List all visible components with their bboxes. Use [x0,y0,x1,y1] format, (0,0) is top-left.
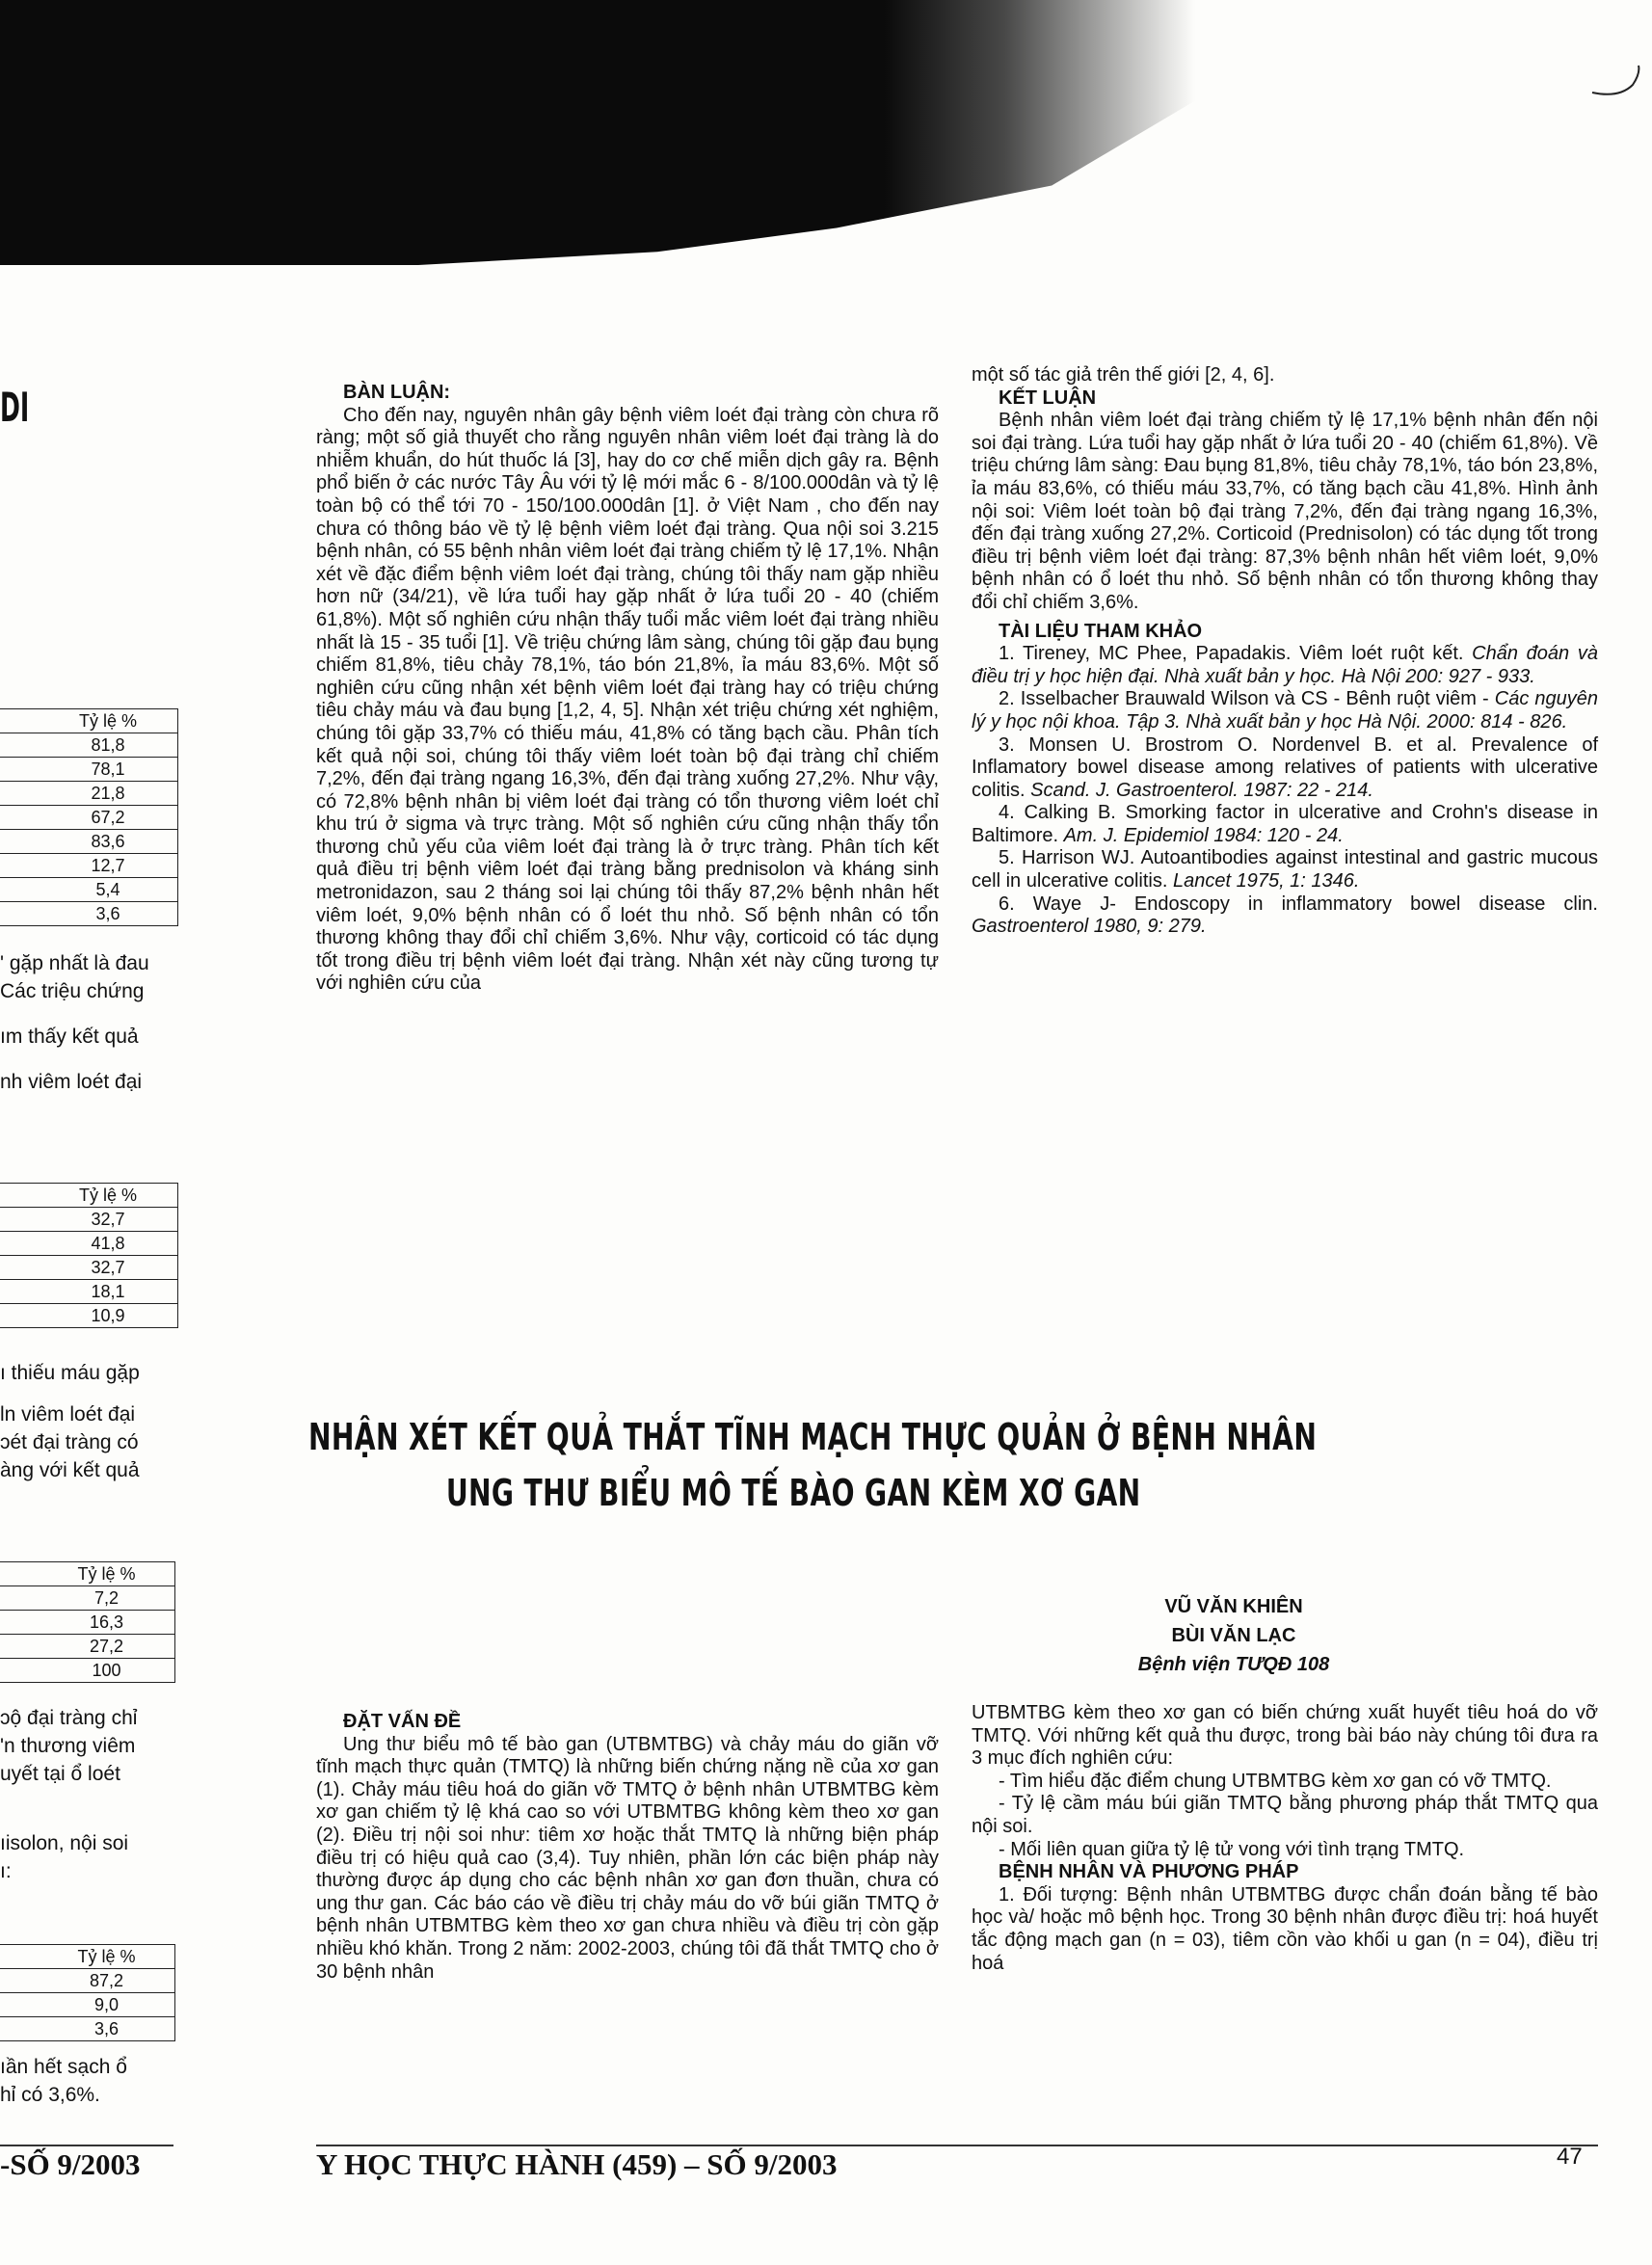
table-value-cell: 3,6 [39,2017,175,2041]
fragment-line: 'n thương viêm [0,1735,136,1757]
table-value-cell: 83,6 [39,830,178,854]
table-cell-cropped [0,1232,39,1256]
left-fragment-d [0,1829,183,1885]
table-row [0,854,178,878]
reference-source: Chẩn đoán và điều trị y học hiện đại. Nhà xuất bản y học. Hà Nội 200: 927 - 933. [972,643,1598,687]
table-cell-cropped [0,830,39,854]
table-header-cell: Tỷ lệ % [39,709,178,733]
reference-item [972,643,1598,688]
table-row [0,782,178,806]
fragment-line: ɔộ đại tràng chỉ [0,1707,138,1729]
table-cell-cropped [0,854,39,878]
author-institution: Bệnh viện TƯQĐ 108 [1137,1654,1330,1675]
table-cell-cropped [0,782,39,806]
curl-mark [1590,60,1648,98]
fragment-line: nh viêm loét đại [0,1071,143,1093]
table-row [0,1635,175,1659]
table-value-cell: 9,0 [39,1993,175,2017]
table-row [0,902,178,926]
table-row [0,1232,178,1256]
table-value-cell: 100 [39,1659,175,1683]
table-cell-cropped [0,806,39,830]
reference-item [972,847,1598,893]
journal-footer: Y HỌC THỰC HÀNH (459) – SỐ 9/2003 [316,2147,838,2181]
table-value-cell: 18,1 [39,1280,178,1304]
author-name: BÙI VĂN LẠC [1171,1625,1296,1646]
reference-source: Am. J. Epidemiol 1984: 120 - 24. [1063,824,1344,846]
table-row [0,1993,175,2017]
table-value-cell: 10,9 [39,1304,178,1328]
methods-paragraph: 1. Đối tượng: Bệnh nhân UTBMTBG được chẩn đoán bằng tế bào học và/ hoặc mô bệnh học. Trong 30 bệnh nhân được điều trị: hoá huyết tắc động mạch gan (n = 03), tiêm cồn vào khối u gan (n = 04), điều trị hoá [972,1883,1598,1974]
reference-item [972,734,1598,803]
reference-text: 4. Calking B. Smorking factor in ulcerative and Crohn's disease in Baltimore. [972,802,1598,846]
table-value-cell: 32,7 [39,1256,178,1280]
table-value-cell: 3,6 [39,902,178,926]
intro-paragraph: Ung thư biểu mô tế bào gan (UTBMTBG) và chảy máu do giãn vỡ tĩnh mạch thực quản (TMTQ) là những biến chứng nặng nề của xơ gan (1). Chảy máu tiêu hoá do giãn vỡ TMTQ ở bệnh nhân UTBMTBG kèm xơ gan chiếm tỷ lệ khá cao so với UTBMTBG không kèm theo xơ gan (2). Điều trị nội soi như: tiêm xơ hoặc thắt TMTQ là những biện pháp điều trị có hiệu quả cao (3,4). Tuy nhiên, phần lớn các biện pháp này thường được áp dụng cho các bệnh nhân xơ gan đơn thuần, chưa có ung thư gan. Các báo cáo về điều trị chảy máu do vỡ búi giãn TMTQ ở bệnh nhân UTBMTBG kèm theo xơ gan chưa nhiều và điều trị còn gặp nhiều khó khăn. Trong 2 năm: 2002-2003, chúng tôi đã thắt TMTQ cho ở 30 bệnh nhân [316,1733,939,1983]
aim-item: - Mối liên quan giữa tỷ lệ tử vong với tình trạng TMTQ. [999,1838,1465,1860]
table-value-cell: 21,8 [39,782,178,806]
left-table-3 [0,1561,175,1683]
article-title [308,1409,1318,1521]
footer-rule [316,2145,1598,2146]
reference-item [972,893,1598,939]
fragment-line: àng với kết quả [0,1459,140,1481]
table-cell-cropped [0,1945,39,1969]
table-value-cell: 12,7 [39,854,178,878]
article-title-line: NHẬN XÉT KẾT QUẢ THẮT TĨNH MẠCH THỰC QUẢN Ở BỆNH NHÂN [308,1416,1318,1458]
table-value-cell: 87,2 [39,1969,175,1993]
table-cell-cropped [0,1562,39,1586]
conclusion-heading: KẾT LUẬN [999,386,1097,409]
continuation-line: một số tác giả trên thế giới [2, 4, 6]. [972,364,1275,386]
reference-source: Các nguyên lý y học nội khoa. Tập 3. Nhà xuất bản y học Hà Nội. 2000: 814 - 826. [972,688,1599,733]
table-row [0,1586,175,1611]
author-block [1060,1592,1407,1679]
table-cell-cropped [0,758,39,782]
reference-text: 3. Monsen U. Brostrom O. Nordenvel B. et al. Prevalence of Inflamatory bowel disease among relatives of patients with ulcerative colitis. [972,733,1598,801]
table-value-cell: 32,7 [39,1208,178,1232]
page-number: 47 [1557,2144,1583,2170]
fragment-line: ım thấy kết quả [0,1026,139,1048]
table-header-cell: Tỷ lệ % [39,1562,175,1586]
table-value-cell: 41,8 [39,1232,178,1256]
conclusion-paragraph: Bệnh nhân viêm loét đại tràng chiếm tỷ lệ 17,1% bệnh nhân đến nội soi đại tràng. Lứa tuổi hay gặp nhất ở lứa tuổi 20 - 40 (chiếm 61,8%). Về triệu chứng lâm sàng: Đau bụng 81,8%, tiêu chảy 78,1%, táo bón 23,8%, ỉa máu 83,6%, có thiếu máu 33,7%, có tăng bạch cầu 41,8%. Hình ảnh nội soi: Viêm loét toàn bộ đại tràng 7,2%, đến đại tràng ngang 16,3%, đến đại tràng xuống 27,2%. Corticoid (Prednisolon) có tác dụng tốt trong điều trị bệnh viêm loét đại tràng: 87,3% bệnh nhân hết viêm loét, 9,0% bệnh nhân có ổ loét thu nhỏ. Số bệnh nhân có tổn thương không thay đổi chỉ chiếm 3,6%. [972,410,1598,613]
reference-text: 6. Waye J- Endoscopy in inflammatory bowel disease clin. [999,893,1598,915]
fragment-line: ı: [0,1860,12,1882]
table-row [0,1969,175,1993]
table-cell-cropped [0,902,39,926]
table-value-cell: 78,1 [39,758,178,782]
left-fragment-b [0,1359,183,1484]
left-fragment-c [0,1704,183,1788]
scan-dark-blot [0,0,1195,265]
table-header-row [0,709,178,733]
reference-source: Scand. J. Gastroenterol. 1987: 22 - 214. [1030,779,1373,801]
table-cell-cropped [0,1635,39,1659]
table-row [0,806,178,830]
table-row [0,733,178,758]
left-table-1 [0,708,178,926]
references-heading: TÀI LIỆU THAM KHẢO [999,620,1203,642]
table-header-cell: Tỷ lệ % [39,1945,175,1969]
reference-text: 5. Harrison WJ. Autoantibodies against intestinal and gastric mucous cell in ulcerative colitis. [972,847,1598,893]
fragment-line: ln viêm loét đại [0,1403,136,1426]
table-header-row [0,1562,175,1586]
fragment-line: Các triệu chứng [0,980,145,1002]
left-table-4 [0,1944,175,2041]
fragment-line: ıisolon, nội soi [0,1832,129,1854]
table-value-cell: 16,3 [39,1611,175,1635]
table-row [0,1280,178,1304]
table-cell-cropped [0,1280,39,1304]
table-row [0,1611,175,1635]
article-title-line: UNG THƯ BIỂU MÔ TẾ BÀO GAN KÈM XƠ GAN [445,1472,1141,1514]
fragment-line: ' gặp nhất là đau [0,952,149,974]
table-row [0,1208,178,1232]
table-value-cell: 7,2 [39,1586,175,1611]
table-cell-cropped [0,1304,39,1328]
author-name: VŨ VĂN KHIÊN [1164,1596,1303,1617]
table-cell-cropped [0,878,39,902]
reference-item [972,688,1598,733]
table-cell-cropped [0,2017,39,2041]
reference-text: 2. Isselbacher Brauwald Wilson và CS - Bênh ruột viêm - [999,688,1495,710]
left-table-2 [0,1183,178,1328]
table-header-cell: Tỷ lệ % [39,1184,178,1208]
reference-item [972,802,1598,847]
left-footer-rule [0,2145,173,2146]
fragment-line: hỉ có 3,6%. [0,2084,100,2106]
fragment-line: uyết tại ổ loét [0,1763,120,1785]
fragment-line: ı thiếu máu gặp [0,1362,140,1384]
intro-heading: ĐẶT VẤN ĐỀ [343,1711,462,1732]
aim-item: - Tỷ lệ cầm máu búi giãn TMTQ bằng phương pháp thắt TMTQ qua nội soi. [972,1793,1598,1837]
fragment-line: ɔét đại tràng có [0,1431,139,1453]
table-row [0,830,178,854]
intro-column [316,1711,939,1984]
table-cell-cropped [0,1586,39,1611]
table-cell-cropped [0,1969,39,1993]
table-cell-cropped [0,1184,39,1208]
table-cell-cropped [0,1256,39,1280]
table-value-cell: 67,2 [39,806,178,830]
table-cell-cropped [0,1611,39,1635]
table-header-row [0,1945,175,1969]
left-footer: -SỐ 9/2003 [0,2147,141,2181]
discussion-column [316,382,939,996]
table-cell-cropped [0,1993,39,2017]
fragment-line: ıần hết sạch ổ [0,2056,127,2078]
conclusion-column [972,364,1598,939]
reference-text: 1. Tireney, MC Phee, Papadakis. Viêm loét ruột kết. [999,643,1473,665]
left-fragment-heading: DI [0,384,30,431]
methods-heading: BỆNH NHÂN VÀ PHƯƠNG PHÁP [999,1861,1299,1883]
table-row [0,878,178,902]
table-value-cell: 5,4 [39,878,178,902]
table-cell-cropped [0,1659,39,1683]
table-cell-cropped [0,733,39,758]
table-value-cell: 81,8 [39,733,178,758]
aims-column [972,1702,1598,1975]
table-row [0,1304,178,1328]
table-header-row [0,1184,178,1208]
table-row [0,1659,175,1683]
reference-source: Gastroenterol 1980, 9: 279. [972,916,1207,938]
table-row [0,2017,175,2041]
discussion-heading: BÀN LUẬN: [343,382,451,403]
left-fragment-e [0,2053,183,2109]
aims-intro-paragraph: UTBMTBG kèm theo xơ gan có biến chứng xuất huyết tiêu hoá do vỡ TMTQ. Với những kết quả thu được, trong bài báo này chúng tôi đưa ra 3 mục đích nghiên cứu: [972,1702,1598,1770]
table-row [0,758,178,782]
aim-item: - Tìm hiểu đặc điểm chung UTBMTBG kèm xơ gan có vỡ TMTQ. [999,1770,1552,1792]
left-fragment-a [0,949,183,1096]
table-cell-cropped [0,709,39,733]
table-value-cell: 27,2 [39,1635,175,1659]
reference-list [972,643,1598,939]
discussion-paragraph: Cho đến nay, nguyên nhân gây bệnh viêm loét đại tràng còn chưa rõ ràng; một số giả thuyết cho rằng nguyên nhân viêm loét đại tràng là do nhiễm khuẩn, do hút thuốc lá [3], hay do cơ chế miễn dịch gây ra. Bệnh phổ biến ở các nước Tây Âu với tỷ lệ mới mắc 6 - 8/100.000dân và tỷ lệ toàn bộ có thể tới 70 - 150/100.000dân [1]. ở Việt Nam , cho đến nay chưa có thông báo về tỷ lệ bệnh viêm loét đại tràng. Qua nội soi 3.215 bệnh nhân, có 55 bệnh nhân viêm loét đại tràng chiếm tỷ lệ 17,1%. Nhận xét về đặc điểm bệnh viêm loét đại tràng, chúng tôi thấy nam gặp nhiều hơn nữ (34/21), về lứa tuổi hay gặp nhất ở lứa tuổi 20 - 40 (chiếm 61,8%). Một số nghiên cứu nhận thấy tuổi mắc viêm loét đại tràng nhiều nhất là 15 - 35 tuổi [1]. Về triệu chứng lâm sàng, chúng tôi gặp đau bụng chiếm 81,8%, tiêu chảy 78,1%, táo bón 21,8%, ỉa máu 83,6%. Một số nghiên cứu cũng nhận xét bệnh viêm loét đại tràng hay có triệu chứng tiêu chảy máu và đau bụng [1,2, 4, 5]. Nhận xét triệu chứng xét nghiệm, chúng tôi gặp 33,7% có thiếu máu, 41,8% có tăng bạch cầu. Phân tích kết quả nội soi, chúng tôi thấy viêm loét toàn bộ đại tràng chỉ chiếm 7,2%, đến đại tràng ngang 16,3%, đến đại tràng xuống 27,2%. Như vậy, có 72,8% bệnh nhân bị viêm loét đại tràng có tổn thương viêm loét chỉ khu trú ở sigma và trực tràng. Một số nghiên cứu cũng nhận thấy tổn thương chủ yếu của viêm loét đại tràng là ở trực tràng. Phân tích kết quả điều trị bệnh viêm loét đại tràng bằng prednisolon và kháng sinh metronidazon, sau 2 tháng soi lại chúng tôi thấy 87,2% bệnh nhân hết viêm loét, 9,0% bệnh nhân có ổ loét thu nhỏ. Số bệnh nhân có tổn thương không thay đổi chỉ chiếm 3,6%. Như vậy, corticoid có tác dụng tốt trong điều trị bệnh viêm loét đại tràng. Nhận xét này cũng tương tự với nghiên cứu của [316,404,939,995]
reference-source: Lancet 1975, 1: 1346. [1172,870,1360,893]
table-row [0,1256,178,1280]
table-cell-cropped [0,1208,39,1232]
